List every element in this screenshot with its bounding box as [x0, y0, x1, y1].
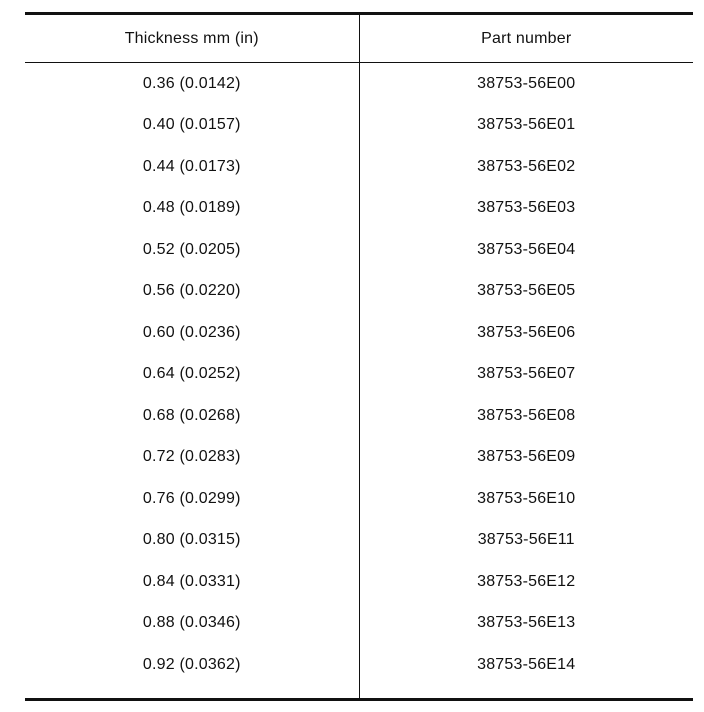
- header-thickness: Thickness mm (in): [25, 15, 359, 63]
- part-number-cell: 38753-56E11: [477, 531, 575, 549]
- part-number-cell: 38753-56E01: [477, 116, 576, 134]
- thickness-cell: 0.52 (0.0205): [25, 229, 359, 271]
- part-number-cell: 38753-56E04: [477, 240, 576, 258]
- shim-table: [25, 12, 693, 701]
- part-number-cell: 38753-56E09: [477, 448, 576, 466]
- thickness-cell: 0.44 (0.0173): [25, 146, 359, 188]
- thickness-cell: 0.84 (0.0331): [25, 561, 359, 603]
- thickness-cell: 0.76 (0.0299): [25, 478, 359, 520]
- spacer-cell: [359, 686, 693, 698]
- table-row: [25, 146, 693, 188]
- part-number-cell: 38753-56E13: [477, 614, 576, 632]
- part-number-cell: 38753-56E05: [477, 282, 576, 300]
- thickness-cell: 0.68 (0.0268): [25, 395, 359, 437]
- spacer-cell: [25, 686, 359, 698]
- table-row: [25, 271, 693, 313]
- part-number-cell: 38753-56E10: [477, 489, 576, 507]
- thickness-cell: 0.40 (0.0157): [25, 105, 359, 147]
- part-number-cell: 38753-56E12: [477, 572, 576, 590]
- table-row: [25, 395, 693, 437]
- part-number-cell: 38753-56E08: [477, 406, 576, 424]
- thickness-cell: 0.92 (0.0362): [25, 644, 359, 686]
- table-row: [25, 561, 693, 603]
- thickness-cell: 0.48 (0.0189): [25, 188, 359, 230]
- table-row: [25, 312, 693, 354]
- table-row: [25, 437, 693, 479]
- table-row: [25, 644, 693, 686]
- table-row: [25, 229, 693, 271]
- table-body: [25, 63, 693, 698]
- part-number-cell: 38753-56E03: [477, 199, 576, 217]
- part-number-cell: 38753-56E02: [477, 157, 576, 175]
- part-number-cell: 38753-56E07: [477, 365, 576, 383]
- table-row: [25, 354, 693, 396]
- table-row: [25, 603, 693, 645]
- part-number-cell: 38753-56E06: [477, 323, 576, 341]
- thickness-part-table: [25, 15, 693, 698]
- table-row: [25, 63, 693, 105]
- table-header-row: [25, 15, 693, 63]
- table-row: [25, 105, 693, 147]
- thickness-cell: 0.56 (0.0220): [25, 271, 359, 313]
- thickness-cell: 0.80 (0.0315): [25, 520, 359, 562]
- thickness-cell: 0.36 (0.0142): [25, 63, 359, 105]
- table-spacer-row: [25, 686, 693, 698]
- table-bottom-rule: [25, 698, 693, 701]
- table-row: [25, 478, 693, 520]
- part-number-cell: 38753-56E00: [477, 74, 576, 92]
- header-part-number: Part number: [359, 15, 693, 63]
- table-row: [25, 188, 693, 230]
- part-number-cell: 38753-56E14: [477, 655, 576, 673]
- thickness-cell: 0.64 (0.0252): [25, 354, 359, 396]
- thickness-cell: 0.72 (0.0283): [25, 437, 359, 479]
- thickness-cell: 0.88 (0.0346): [25, 603, 359, 645]
- table-row: [25, 520, 693, 562]
- thickness-cell: 0.60 (0.0236): [25, 312, 359, 354]
